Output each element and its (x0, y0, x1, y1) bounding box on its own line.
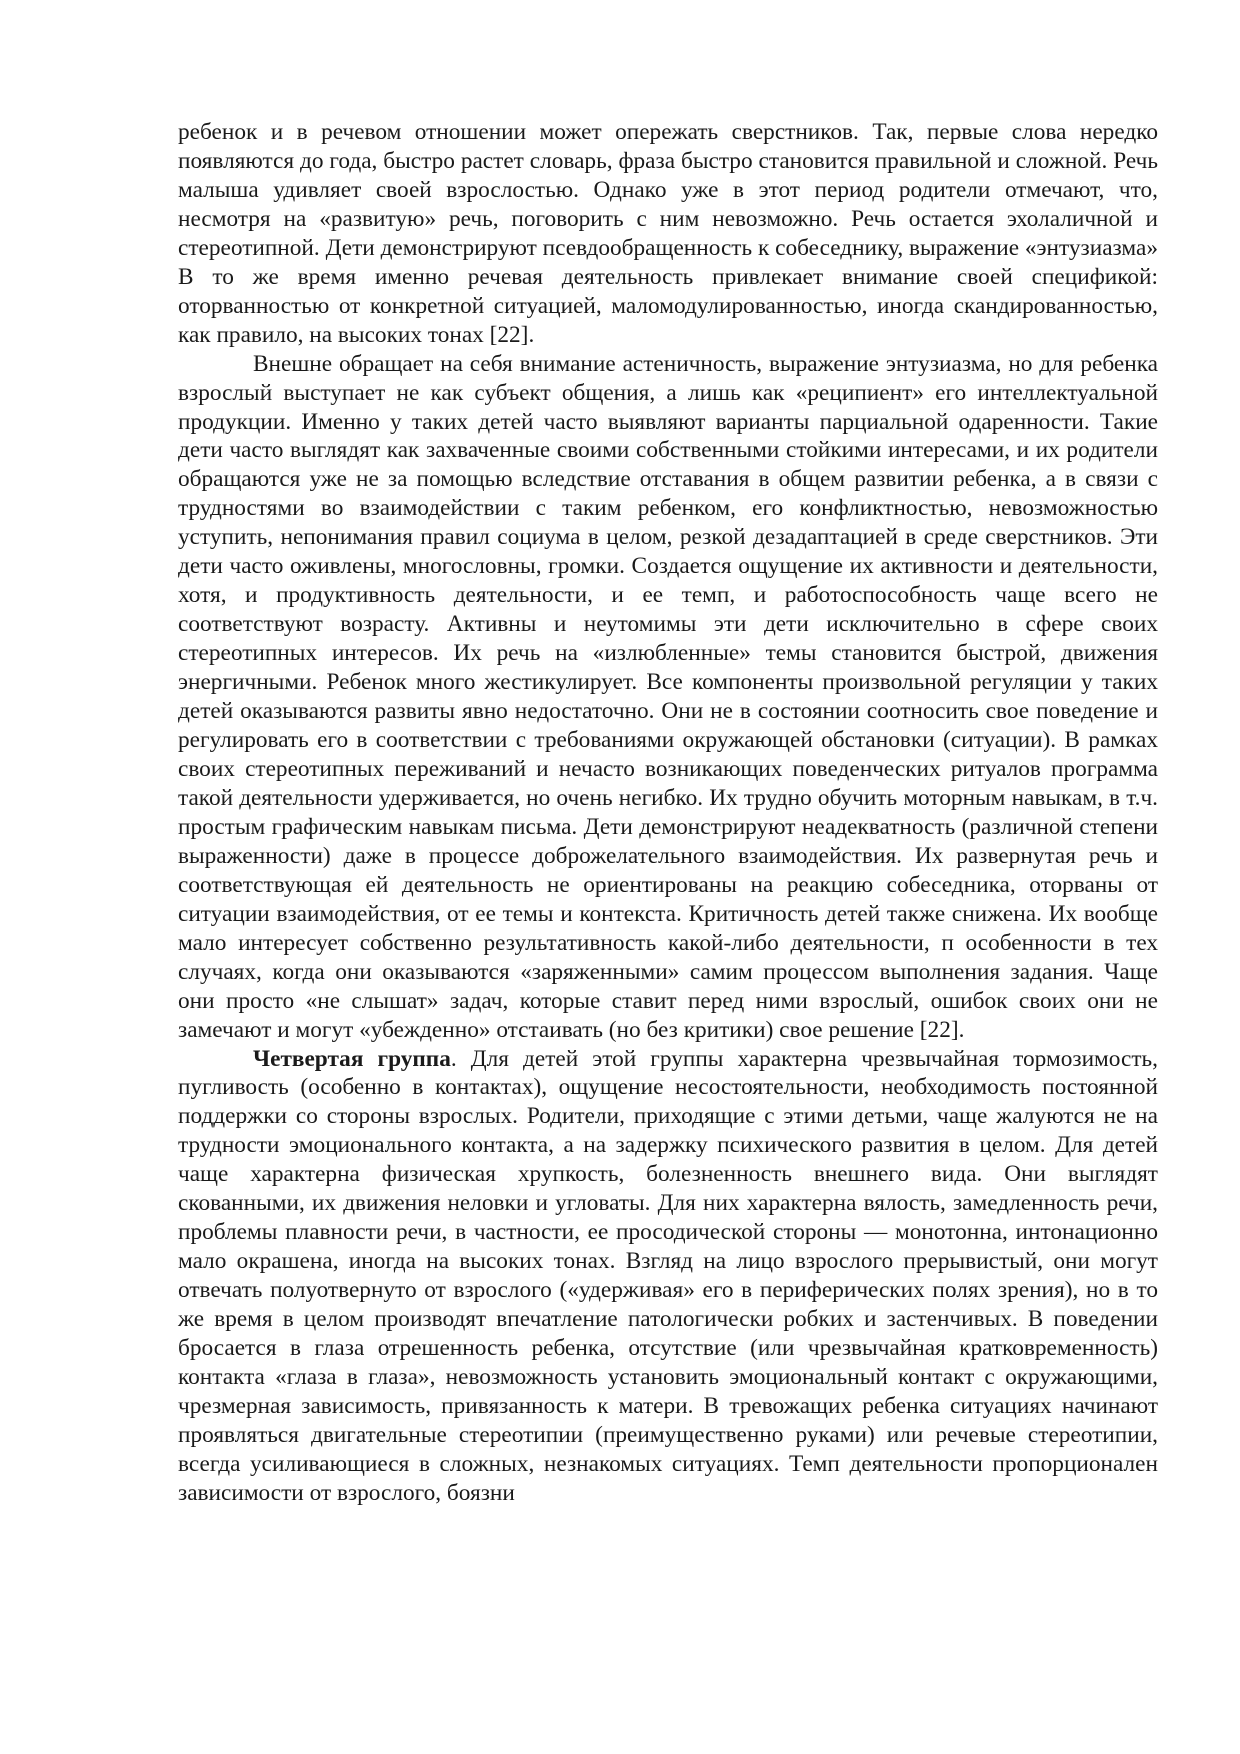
paragraph-astenic-description: Внешне обращает на себя внимание астеничность, выражение энтузиазма, но для ребенка взрослый выступает не как субъект общения, а лишь как «реципиент» его интеллектуальной продукции. Именно у таких детей часто выявляют варианты парциальной одаренности. Такие дети часто выглядят как захваченные своими собственными стойкими интересами, и их родители обращаются уже не за помощью вследствие отставания в общем развитии ребенка, а в связи с трудностями во взаимодействии с таким ребенком, его конфликтностью, невозможностью уступить, непонимания правил социума в целом, резкой дезадаптацией в среде сверстников. Эти дети часто оживлены, многословны, громки. Создается ощущение их активности и деятельности, хотя, и продуктивность деятельности, и ее темп, и работоспособность чаще всего не соответствуют возрасту. Активны и неутомимы эти дети исключительно в сфере своих стереотипных интересов. Их речь на «излюбленные» темы становится быстрой, движения энергичными. Ребенок много жестикулирует. Все компоненты произвольной регуляции у таких детей оказываются развиты явно недостаточно. Они не в состоянии соотносить свое поведение и регулировать его в соответствии с требованиями окружающей обстановки (ситуации). В рамках своих стереотипных переживаний и нечасто возникающих поведенческих ритуалов программа такой деятельности удерживается, но очень негибко. Их трудно обучить моторным навыкам, в т.ч. простым графическим навыкам письма. Дети демонстрируют неадекватность (различной степени выраженности) даже в процессе доброжелательного взаимодействия. Их развернутая речь и соответствующая ей деятельность не ориентированы на реакцию собеседника, оторваны от ситуации взаимодействия, от ее темы и контекста. Критичность детей также снижена. Их вообще мало интересует собственно результативность какой-либо деятельности, п особенности в тех случаях, когда они оказываются «заряженными» самим процессом выполнения задания. Чаще они просто «не слышат» задач, которые ставит перед ними взрослый, ошибок своих они не замечают и могут «убежденно» отстаивать (но без критики) свое решение [22]. (178, 350, 1158, 1043)
paragraph-continuation: ребенок и в речевом отношении может опережать сверстников. Так, первые слова нередко появляются до года, быстро растет словарь, фраза быстро становится правильной и сложной. Речь малыша удивляет своей взрослостью. Однако уже в этот период родители отмечают, что, несмотря на «развитую» речь, поговорить с ним невозможно. Речь остается эхолаличной и стереотипной. Дети демонстрируют псевдообращенность к собеседнику, выражение «энтузиазма» В то же время именно речевая деятельность привлекает внимание своей спецификой: оторванностью от конкретной ситуацией, маломодулированностью, иногда скандированностью, как правило, на высоких тонах [22]. (178, 119, 1158, 348)
fourth-group-text: . Для детей этой группы характерна чрезвычайная тормозимость, пугливость (особенно в контактах), ощущение несостоятельности, необходимость постоянной поддержки со стороны взрослых. Родители, приходящие с этими детьми, чаще жалуются не на трудности эмоционального контакта, а на задержку психического развития в целом. Для детей чаще характерна физическая хрупкость, болезненность внешнего вида. Они выглядят скованными, их движения неловки и угловаты. Для них характерна вялость, замедленность речи, проблемы плавности речи, в частности, ее просодической стороны — монотонна, интонационно мало окрашена, иногда на высоких тонах. Взгляд на лицо взрослого прерывистый, они могут отвечать полуотвернуто от взрослого («удерживая» его в периферических полях зрения), но в то же время в целом производят впечатление патологически робких и застенчивых. В поведении бросается в глаза отрешенность ребенка, отсутствие (или чрезвычайная кратковременность) контакта «глаза в глаза», невозможность установить эмоциональный контакт с окружающими, чрезмерная зависимость, привязанность к матери. В тревожащих ребенка ситуациях начинают проявляться двигательные стереотипии (преимущественно руками) или речевые стереотипии, всегда усиливающиеся в сложных, незнакомых ситуациях. Темп деятельности пропорционален зависимости от взрослого, боязни (178, 1045, 1158, 1506)
paragraph-fourth-group (178, 1045, 1158, 1508)
document-body (178, 118, 1158, 1508)
fourth-group-heading: Четвертая группа (253, 1045, 451, 1072)
